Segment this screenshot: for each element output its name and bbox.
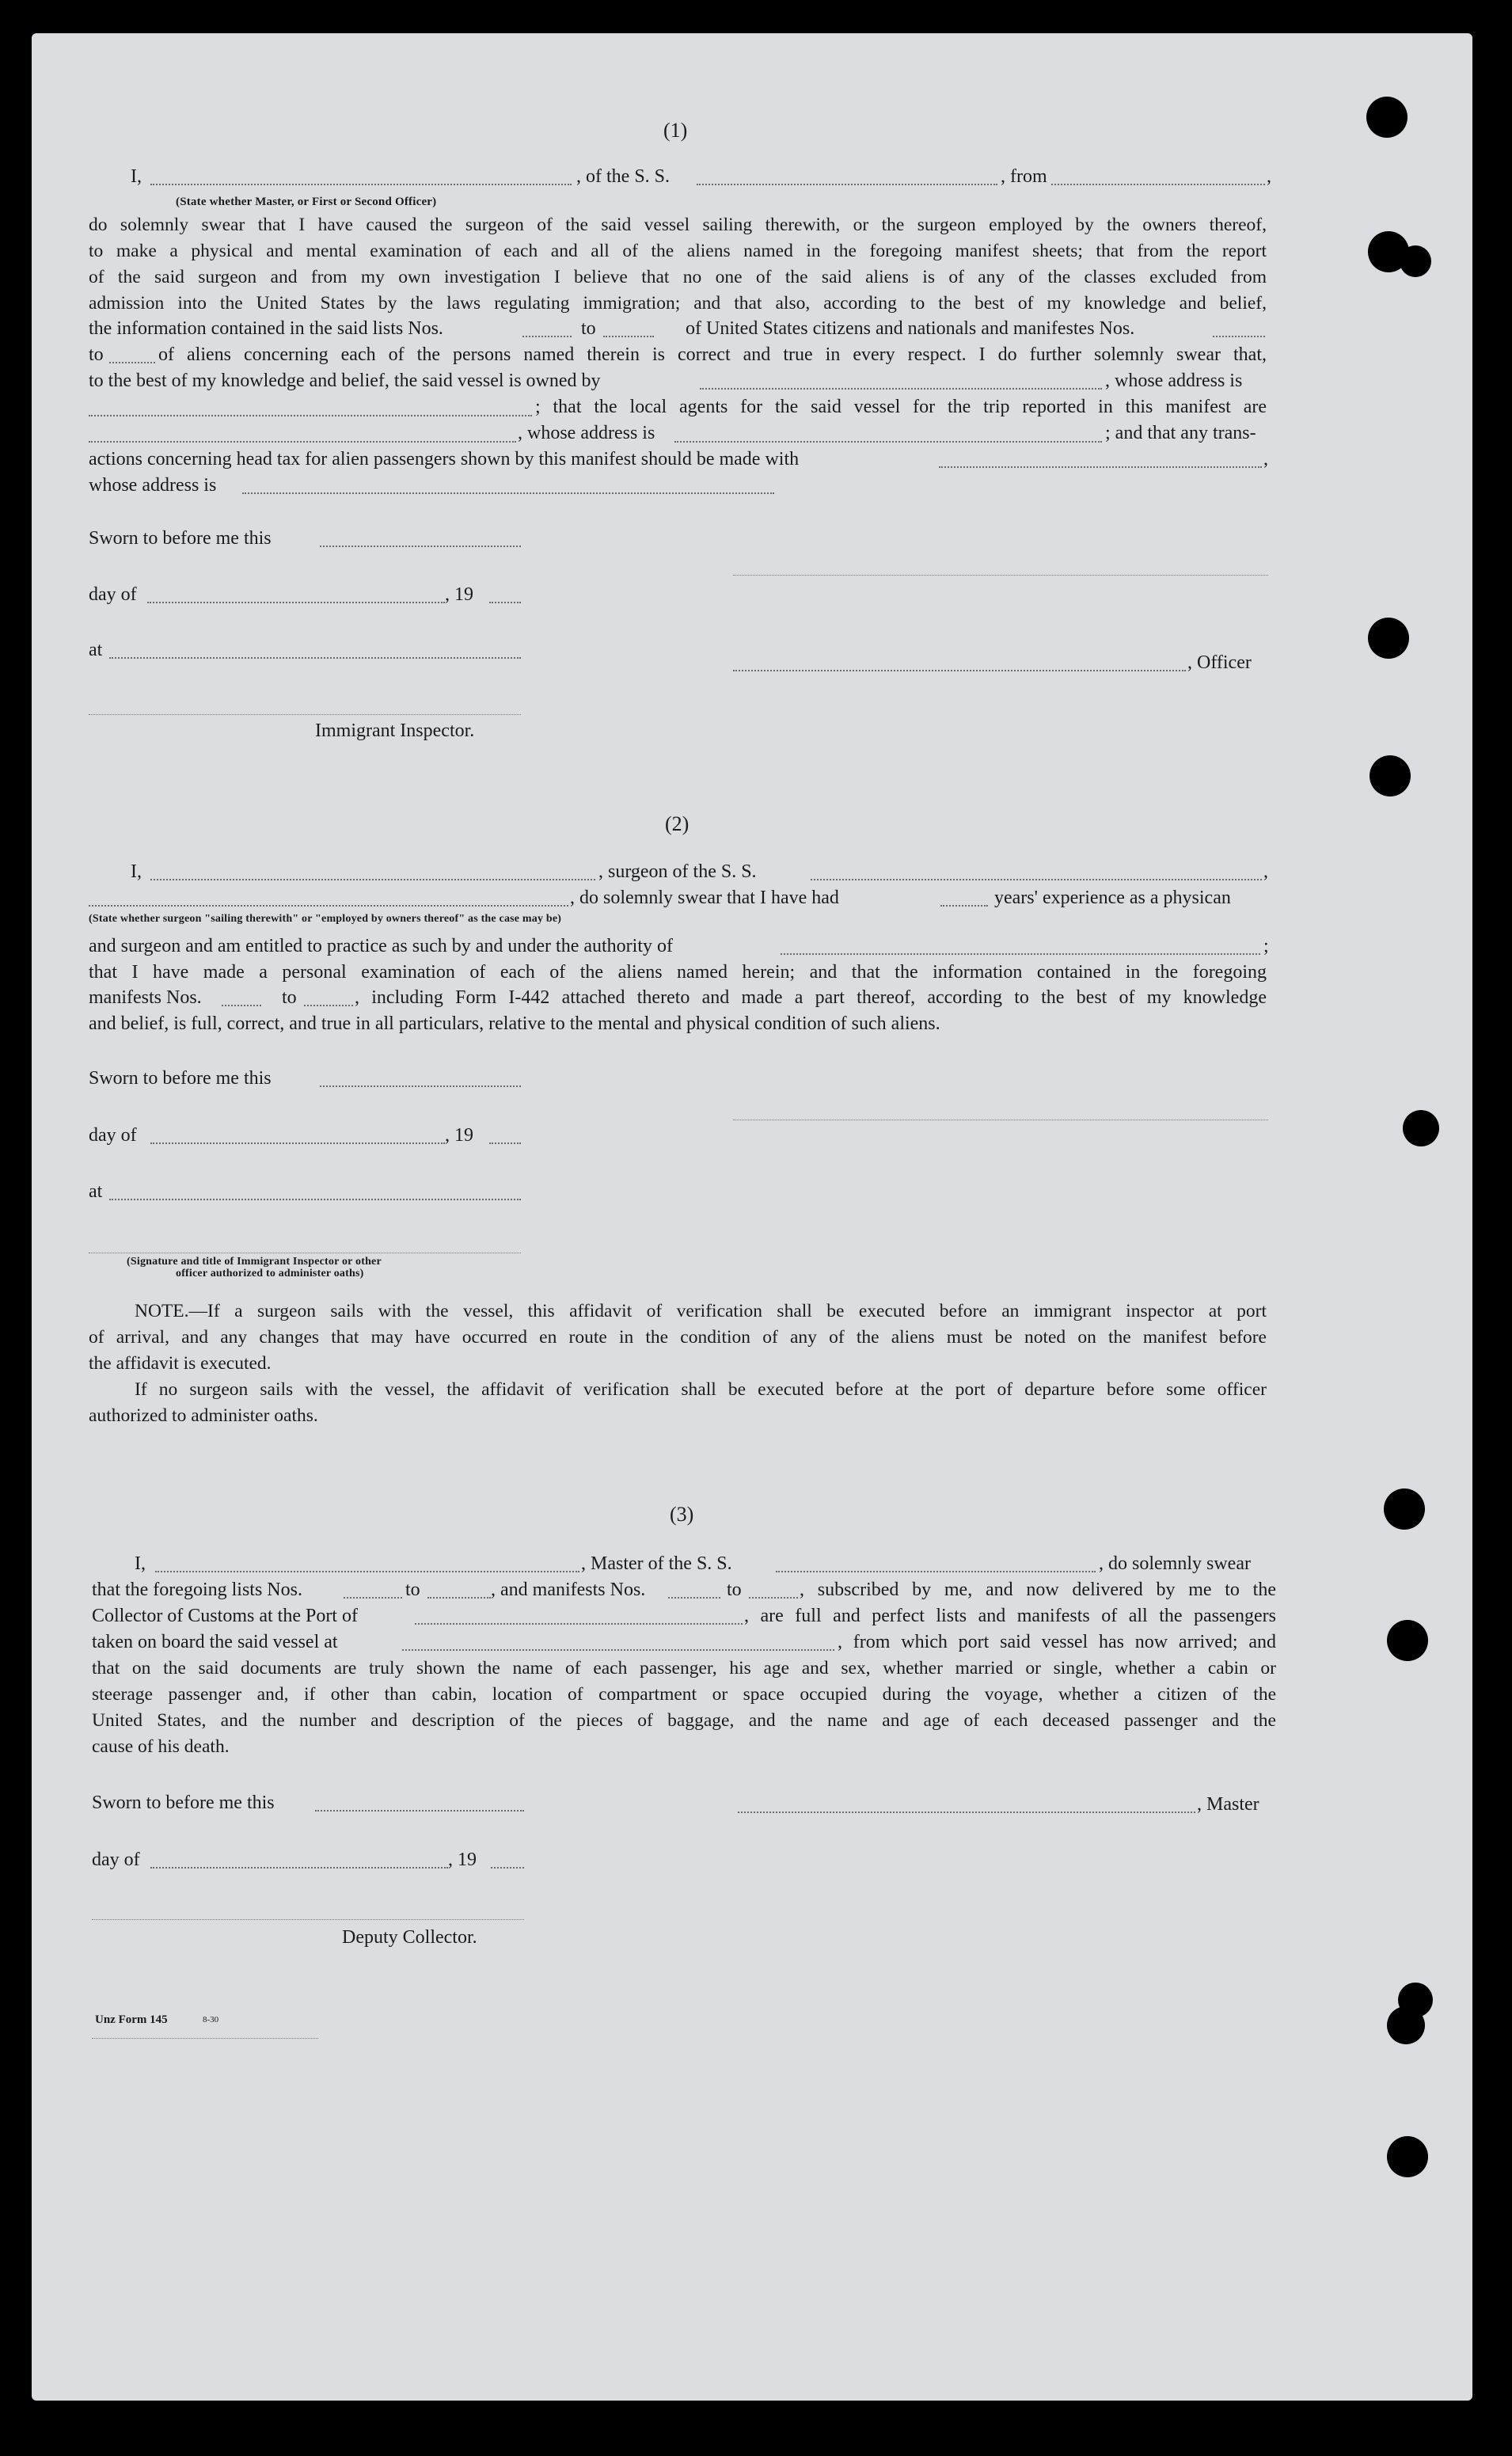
label-i: I, (131, 166, 142, 187)
state-note: (State whether Master, or First or Second Officer) (176, 196, 437, 208)
text: manifests Nos. (89, 987, 202, 1008)
day-of-label: day of (92, 1850, 140, 1870)
text: , and manifests Nos. (491, 1580, 646, 1600)
year-label: , 19 (445, 1125, 473, 1146)
text: to (727, 1580, 742, 1600)
text: the information contained in the said lists Nos. (89, 318, 443, 339)
at-label: at (89, 1181, 103, 1202)
paragraph-line: steerage passenger and, if other than cabin, location of compartment or space occupied during the voyage, whether a citizen of the (92, 1684, 1276, 1705)
binder-hole (1387, 2006, 1425, 2044)
manifest-nos-field[interactable] (1213, 336, 1265, 337)
sworn-month-field[interactable] (150, 1142, 445, 1144)
owner-address-field[interactable] (89, 415, 532, 416)
state-note: (State whether surgeon "sailing therewith" or "employed by owners thereof" as the case may be) (89, 913, 562, 925)
text: , are full and perfect lists and manifests of all the passengers (744, 1606, 1276, 1626)
departure-port-field[interactable] (1051, 184, 1265, 185)
lists-to-field[interactable] (427, 1597, 491, 1599)
agents-address-field[interactable] (674, 441, 1102, 443)
section1-paragraph (89, 212, 1267, 317)
sworn-label: Sworn to before me this (89, 528, 272, 549)
manifests-to-field[interactable] (749, 1597, 798, 1599)
local-agents-field[interactable] (89, 441, 516, 443)
sworn-day-field[interactable] (315, 1810, 524, 1812)
text: , subscribed by me, and now delivered by me to the (800, 1580, 1276, 1600)
note-line: NOTE.—If a surgeon sails with the vessel, this affidavit of verification shall be executed before an immigrant inspector at port (135, 1301, 1267, 1321)
year-label: , 19 (445, 584, 473, 605)
manifest-to-field[interactable] (109, 362, 155, 363)
section-number: (3) (670, 1503, 694, 1526)
text: whose address is (89, 475, 217, 496)
semicolon: ; (1263, 936, 1269, 956)
note-line: If no surgeon sails with the vessel, the affidavit of verification shall be executed before at the port of departure before some officer (135, 1379, 1267, 1400)
year-label: , 19 (448, 1850, 477, 1870)
section-number: (2) (665, 812, 690, 835)
text: actions concerning head tax for alien passengers shown by this manifest should be made with (89, 449, 800, 470)
citizen-list-to-field[interactable] (603, 336, 654, 337)
boarding-port-field[interactable] (402, 1649, 834, 1651)
surgeon-name-field[interactable] (150, 879, 595, 880)
text: that I have made a personal examination of each of the aliens named herein; and that the information contained in the foregoing (89, 962, 1267, 983)
footer-rule (92, 2038, 318, 2039)
deputy-label: Deputy Collector. (342, 1927, 477, 1948)
sworn-year-field[interactable] (491, 1867, 524, 1869)
paragraph-line: that on the said documents are truly shown the name of each passenger, his age and sex, whether married or single, whether a cabin or (92, 1658, 1276, 1679)
form-code: 8-30 (203, 2015, 219, 2024)
paragraph-line: admission into the United States by the laws regulating immigration; and that also, according to the best of my knowledge and belief, (89, 293, 1267, 314)
text: , from which port said vessel has now arrived; and (838, 1632, 1276, 1652)
text: , including Form I-442 attached thereto and made a part thereof, according to the best of my knowledge (355, 987, 1267, 1008)
paragraph-line: cause of his death. (92, 1736, 230, 1757)
manifest-to-field[interactable] (304, 1005, 353, 1006)
text: , do solemnly swear that I have had (570, 888, 839, 908)
sworn-label: Sworn to before me this (92, 1793, 275, 1813)
inspector-signature-line[interactable] (89, 714, 521, 715)
day-of-label: day of (89, 1125, 137, 1146)
text: Collector of Customs at the Port of (92, 1606, 358, 1626)
inspector-label: Immigrant Inspector. (315, 720, 475, 741)
text: to (282, 987, 297, 1008)
sworn-year-field[interactable] (489, 602, 521, 603)
master-signature-field[interactable] (738, 1812, 1195, 1813)
binder-hole (1387, 2136, 1428, 2177)
vessel-name-field[interactable] (697, 184, 997, 185)
sworn-day-field[interactable] (320, 1085, 521, 1087)
citizen-list-from-field[interactable] (522, 336, 572, 337)
binder-hole (1403, 1110, 1439, 1146)
head-tax-address-field[interactable] (242, 492, 774, 494)
binder-hole (1387, 1620, 1428, 1661)
years-experience-field[interactable] (940, 905, 988, 907)
text: taken on board the said vessel at (92, 1632, 338, 1652)
manifests-from-field[interactable] (668, 1597, 720, 1599)
sworn-month-field[interactable] (147, 602, 445, 603)
collector-port-field[interactable] (415, 1623, 743, 1625)
officer-label: , Officer (1187, 652, 1252, 673)
manifest-from-field[interactable] (222, 1005, 261, 1006)
comma: , (1263, 861, 1268, 882)
binder-hole (1368, 618, 1409, 659)
note-line: authorized to administer oaths. (89, 1405, 318, 1426)
text: ; and that any trans- (1105, 423, 1256, 443)
comma: , (1263, 449, 1268, 470)
text: to (89, 344, 104, 365)
text: years' experience as a physican (994, 888, 1231, 908)
text: of United States citizens and nationals and manifestes Nos. (686, 318, 1135, 339)
text: to (581, 318, 596, 339)
sworn-place-field[interactable] (109, 657, 521, 659)
master-name-field[interactable] (155, 1571, 579, 1572)
text: , whose address is (1105, 371, 1243, 391)
lists-from-field[interactable] (344, 1597, 402, 1599)
text: of aliens concerning each of the persons named therein is correct and true in every respect. I do further solemnly swear that, (158, 344, 1267, 365)
surgeon-status-field[interactable] (89, 905, 568, 907)
paragraph-line: to make a physical and mental examination of each and all of the aliens named in the foregoing manifest sheets; that from the report (89, 241, 1267, 261)
sworn-label: Sworn to before me this (89, 1068, 272, 1089)
deputy-signature-line[interactable] (92, 1919, 524, 1920)
sworn-day-field[interactable] (320, 546, 521, 547)
text: , whose address is (518, 423, 655, 443)
text: that the foregoing lists Nos. (92, 1580, 302, 1600)
label-of-ss: , of the S. S. (576, 166, 671, 187)
master-vessel-field[interactable] (776, 1571, 1096, 1572)
note-paragraph (89, 1298, 1267, 1429)
paragraph-line: United States, and the number and description of the pieces of baggage, and the name and age of each deceased passenger and the (92, 1710, 1276, 1731)
binder-hole (1370, 755, 1411, 796)
note-line: of arrival, and any changes that may have occurred en route in the condition of any of the aliens must be noted on the manifest before (89, 1327, 1267, 1348)
day-of-label: day of (89, 584, 137, 605)
text: , Master of the S. S. (581, 1553, 732, 1574)
text: and surgeon and am entitled to practice as such by and under the authority of (89, 936, 673, 956)
sworn-year-field[interactable] (489, 1142, 521, 1144)
signature-line[interactable] (733, 575, 1268, 576)
binder-hole (1366, 97, 1408, 138)
text: , surgeon of the S. S. (598, 861, 757, 882)
owner-field[interactable] (700, 388, 1102, 390)
label-i: I, (135, 1553, 146, 1574)
label-i: I, (131, 861, 142, 882)
text: ; that the local agents for the said vessel for the trip reported in this manifest are (535, 397, 1267, 417)
comma: , (1267, 166, 1271, 187)
at-label: at (89, 640, 103, 660)
authority-field[interactable] (781, 953, 1260, 955)
paragraph-line: of the said surgeon and from my own investigation I believe that no one of the said aliens is of any of the classes excluded from (89, 267, 1267, 287)
master-label: , Master (1197, 1794, 1259, 1815)
paragraph-line: do solemnly swear that I have caused the surgeon of the said vessel sailing therewith, or the surgeon employed by the owners thereof, (89, 215, 1267, 235)
section3-paragraph (92, 1656, 1276, 1760)
officer-name-field[interactable] (150, 184, 572, 185)
text: and belief, is full, correct, and true in all particulars, relative to the mental and physical condition of such aliens. (89, 1013, 940, 1034)
form-number: Unz Form 145 (95, 2013, 168, 2026)
binder-hole (1384, 1488, 1425, 1530)
sworn-month-field[interactable] (150, 1867, 448, 1869)
officer-signature-field[interactable] (733, 670, 1186, 671)
head-tax-contact-field[interactable] (939, 466, 1262, 468)
signature-note: (Signature and title of Immigrant Inspector or other (127, 1256, 382, 1268)
section-number: (1) (663, 119, 688, 142)
note-line: the affidavit is executed. (89, 1353, 272, 1374)
signature-note: officer authorized to administer oaths) (176, 1268, 364, 1279)
label-from: , from (1001, 166, 1047, 187)
sworn-place-field[interactable] (109, 1199, 521, 1200)
text: to (405, 1580, 420, 1600)
text: , do solemnly swear (1099, 1553, 1251, 1574)
text: to the best of my knowledge and belief, the said vessel is owned by (89, 371, 601, 391)
surgeon-vessel-field[interactable] (811, 879, 1262, 880)
binder-hole (1400, 245, 1431, 277)
